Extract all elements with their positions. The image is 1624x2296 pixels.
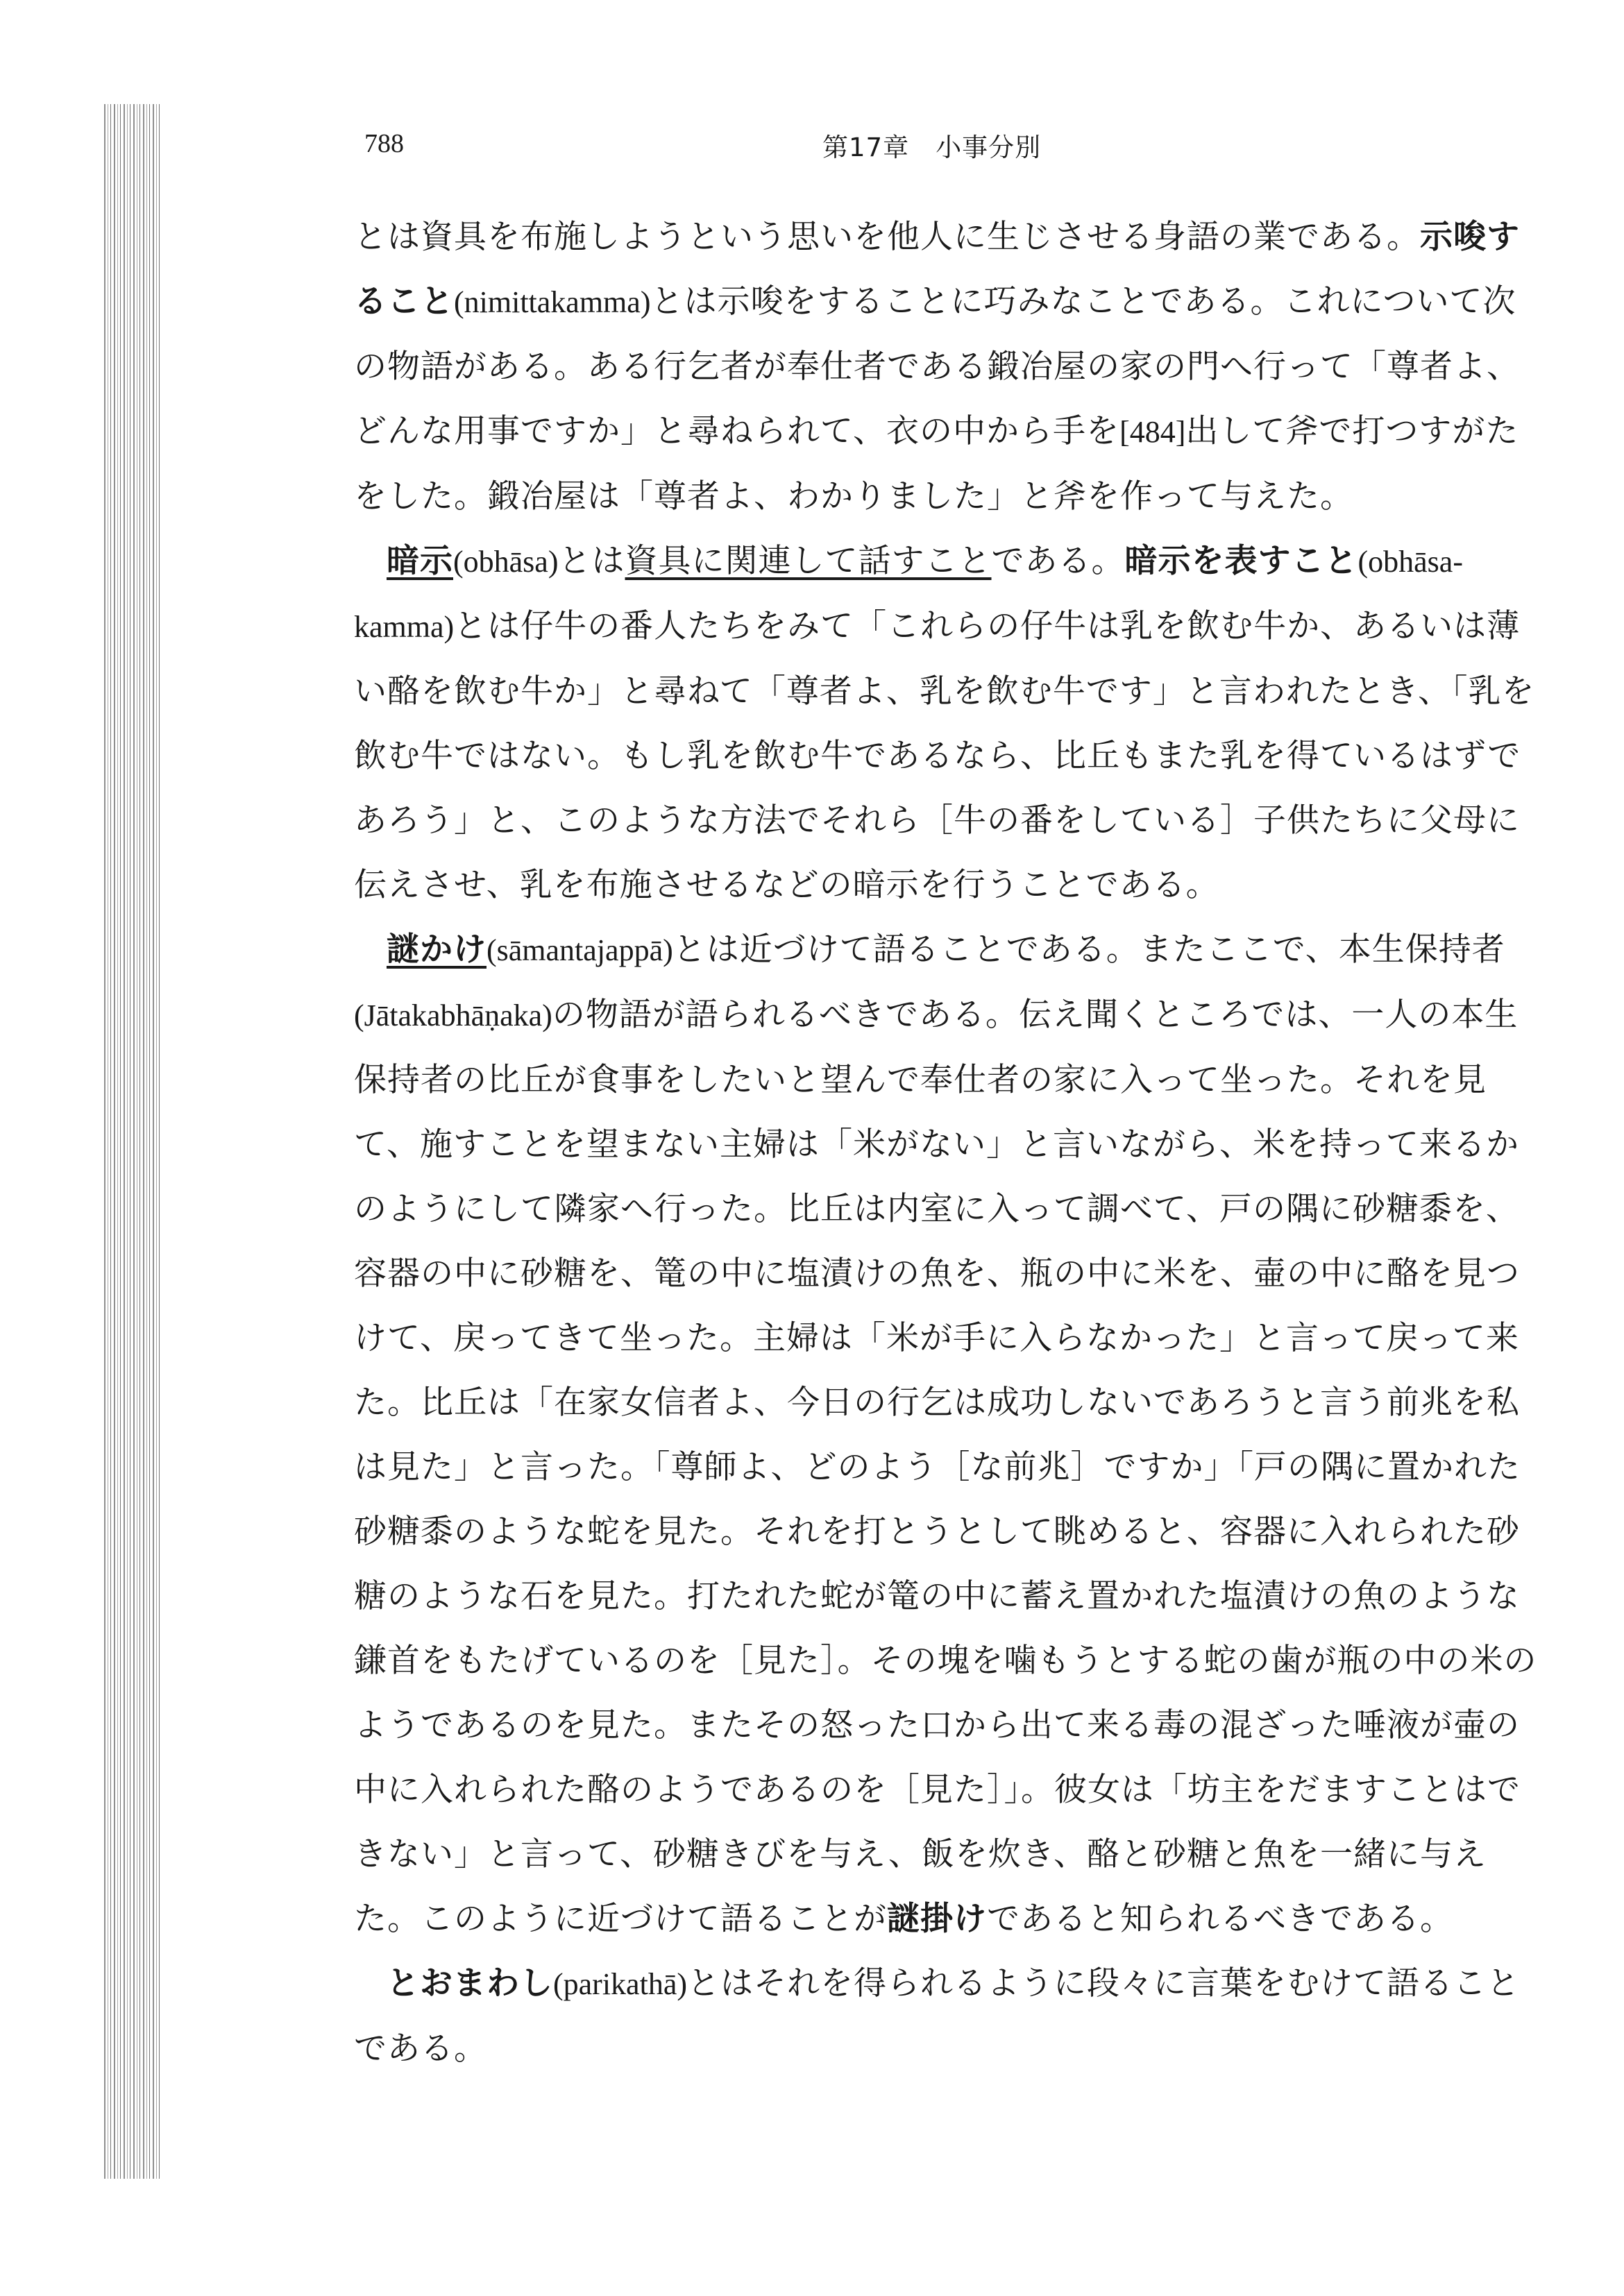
term-obhasakamma: 暗示を表すこと <box>1124 542 1358 580</box>
paragraph-3 <box>354 917 1541 1951</box>
page-reference: [484] <box>1119 415 1186 449</box>
text: とは仔牛の番人たちをみて「これらの仔牛は乳を飲む牛か、あるいは薄い酪を飲む牛か」と尋ねて「尊者よ、乳を飲む牛です」と言われたとき、「乳を飲む牛ではない。もし乳を飲む牛であるなら、比丘もまた乳を得ているはずであろう」と、このような方法でそれら［牛の番をしている］子供たちに父母に伝えさせ、乳を布施させるなどの暗示を行うことである。 <box>354 607 1535 904</box>
page-number: 788 <box>364 129 404 158</box>
pali-term: (obhāsa-kamma) <box>354 545 1463 644</box>
paragraph-4 <box>354 1951 1541 2081</box>
term-parikatha: とおまわし <box>387 1964 553 2002</box>
text: とは資具を布施しようという思いを他人に生じさせる身語の業である。 <box>354 218 1420 256</box>
pali-term: (parikathā) <box>553 1967 687 2001</box>
term-obhasa: 暗示 <box>387 542 453 580</box>
text: である。 <box>991 542 1125 580</box>
binding-shadow <box>104 104 160 2179</box>
term-samantajappa: 謎かけ <box>387 930 487 969</box>
running-head: 第17章 小事分別 <box>822 133 1042 162</box>
pali-term: (obhāsa) <box>453 545 559 579</box>
text: とはそれを得られるように段々に言葉をむけて語ることである。 <box>354 1964 1520 2068</box>
paragraph-2 <box>354 529 1541 917</box>
pali-term: (nimittakamma) <box>454 285 651 319</box>
pali-term: (Jātakabhāṇaka) <box>354 998 552 1032</box>
text: とは <box>558 542 625 580</box>
text: とは示唆をすることに巧みなことである。これについて次の物語がある。ある行乞者が奉仕者である鍛冶屋の家の門へ行って「尊者よ、どんな用事ですか」と尋ねられて、衣の中から手を <box>354 282 1520 450</box>
pali-term: (sāmantajappā) <box>487 933 673 967</box>
text: 出して斧で打つすがたをした。鍛冶屋は「尊者よ、わかりました」と斧を作って与えた。 <box>354 412 1519 516</box>
term-nimittakamma: 示唆すること <box>354 218 1520 321</box>
definition-underlined: 資具に関連して話すこと <box>625 542 992 580</box>
term-nazokake: 謎掛け <box>887 1900 987 1938</box>
text: の物語が語られるべきである。伝え聞くところでは、一人の本生保持者の比丘が食事をしたいと望んで奉仕者の家に入って坐った。それを見て、施すことを望まない主婦は「米がない」と言いながら、米を持って来るかのようにして隣家へ行った。比丘は内室に入って調べて、戸の隅に砂糖黍を、容器の中に砂糖を、篭の中に塩漬けの魚を、瓶の中に米を、壷の中に酪を見つけて、戻ってきて坐った。主婦は「米が手に入らなかった」と言って戻って来た。比丘は「在家女信者よ、今日の行乞は成功しないであろうと言う前兆を私は見た」と言った。「尊師よ、どのよう［な前兆］ですか」「戸の隅に置かれた砂糖黍のような蛇を見た。それを打とうとして眺めると、容器に入れられた砂糖のような石を見た。打たれた蛇が篭の中に蓄え置かれた塩漬けの魚のような鎌首をもたげているのを［見た］。その塊を噛もうとする蛇の歯が瓶の中の米のようであるのを見た。またその怒った口から出て来る毒の混ざった唾液が壷の中に入れられた酪のようであるのを［見た］」。彼女は「坊主をだますことはできない」と言って、砂糖きびを与え、飯を炊き、酪と砂糖と魚を一緒に与えた。このように近づけて語ることが <box>354 996 1537 1938</box>
text: であると知られるべきである。 <box>987 1900 1453 1938</box>
text: とは近づけて語ることである。またここで、本生保持者 <box>673 930 1505 969</box>
paragraph-1 <box>354 205 1541 529</box>
body-text <box>354 205 1541 2081</box>
